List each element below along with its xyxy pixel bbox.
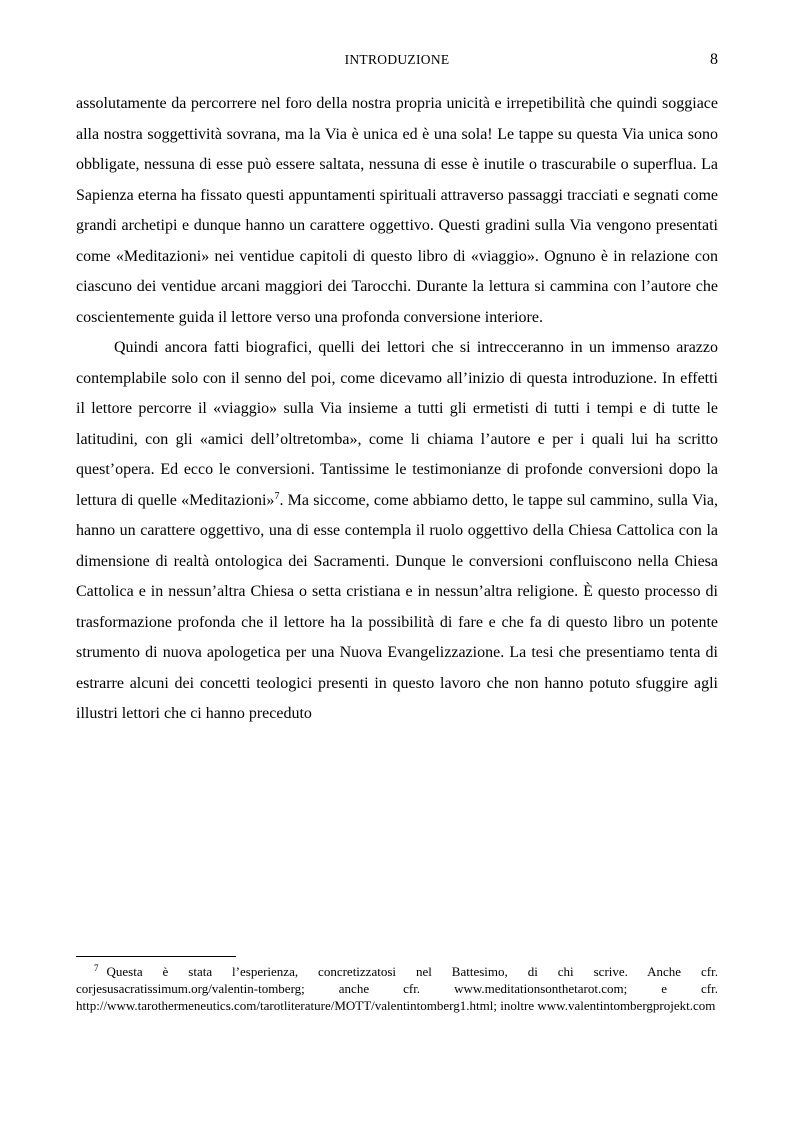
footnote-separator	[76, 956, 236, 957]
page-header	[76, 50, 718, 70]
page-number: 8	[710, 51, 718, 68]
paragraph-text: . Ma siccome, come abbiamo detto, le tappe sul cammino, sulla Via, hanno un carattere oggettivo, una di esse contempla il ruolo oggettivo della Chiesa Cattolica con la dimensione di realtà ontologica dei Sacramenti. Dunque le conversioni confluiscono nella Chiesa Cattolica e in nessun’altra Chiesa o setta cristiana e in nessun’altra religione. È questo processo di trasformazione profonda che il lettore ha la possibilità di fare e che fa di questo libro un potente strumento di nuova apologetica per una Nuova Evangelizzazione. La tesi che presentiamo tenta di estrarre alcuni dei concetti teologici presenti in questo lavoro che non hanno potuto sfuggire agli illustri lettori che ci hanno preceduto	[76, 491, 719, 722]
paragraph	[76, 333, 718, 730]
footnote-text: Questa è stata l’esperienza, concretizzatosi nel Battesimo, di chi scrive. Anche cfr. corjesusacratissimum.org/valentin-tomberg; anche cfr. www.meditationsonthetarot.com; e cfr. http://www.tarothermeneutics.com/tarotliterature/MOTT/valentintomberg1.html; inoltre www.valentintombergprojekt.com	[76, 964, 718, 1013]
footnote: 7 Questa è stata l’esperienza, concretizzatosi nel Battesimo, di chi scrive. Anche cfr. corjesusacratissimum.org/valentin-tomberg; anche cfr. www.meditationsonthetarot.com; e cfr. http://www.tarothermeneutics.com/tarotliterature/MOTT/valentintomberg1.html; inoltre www.valentintombergprojekt.com	[76, 963, 718, 1013]
footnote-reference[interactable]: 7	[274, 490, 280, 502]
paragraph: assolutamente da percorrere nel foro della nostra propria unicità e irrepetibilità che quindi soggiace alla nostra soggettività sovrana, ma la Via è unica ed è una sola! Le tappe su questa Via unica sono obbligate, nessuna di esse può essere saltata, nessuna di esse è inutile o trascurabile o superflua. La Sapienza eterna ha fissato questi appuntamenti spirituali attraverso passaggi tracciati e segnati come grandi archetipi e dunque hanno un carattere oggettivo. Questi gradini sulla Via vengono presentati come «Meditazioni» nei ventidue capitoli di questo libro di «viaggio». Ognuno è in relazione con ciascuno dei ventidue arcani maggiori dei Tarocchi. Durante la lettura si cammina con l’autore che coscientemente guida il lettore verso una profonda conversione interiore.	[76, 95, 718, 326]
running-title: INTRODUZIONE	[344, 52, 450, 67]
body-text	[76, 89, 718, 730]
paragraph-text: Quindi ancora fatti biografici, quelli dei lettori che si intrecceranno in un immenso arazzo contemplabile solo con il senno del poi, come dicevamo all’inizio di questa introduzione. In effetti il lettore percorre il «viaggio» sulla Via insieme a tutti gli ermetisti di tutti i tempi e di tutte le latitudini, con gli «amici dell’oltretomba», come li chiama l’autore e per i quali lui ha scritto quest’opera. Ed ecco le conversioni. Tantissime le testimonianze di profonde conversioni dopo la lettura di quelle «Meditazioni»	[76, 339, 718, 509]
